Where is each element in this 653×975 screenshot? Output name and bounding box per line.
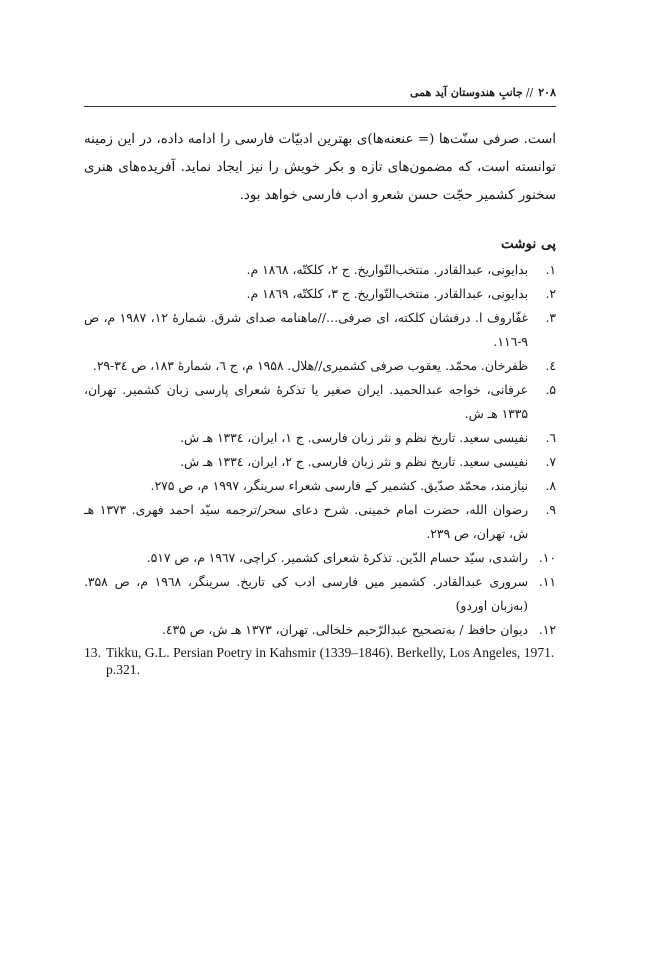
endnote-text: ظفرخان. محمّد. یعقوب صرفی کشمیری//هلال. ۱۹۵۸ م، ج ٦، شمارهٔ ۱۸۳، ص ۳٤-۲۹. bbox=[92, 359, 528, 373]
endnote-text: غفّاروف ا. درفشان کلکته، ای صرفی…//ماهنامه صدای شرق. شمارهٔ ۱۲، ۱۹۸۷ م، ص ۹-۱۱٦. bbox=[84, 311, 528, 349]
header-separator: // bbox=[525, 86, 534, 99]
endnote-item bbox=[84, 354, 556, 378]
endnote-item bbox=[84, 426, 556, 450]
endnote-text: بدایونی، عبدالقادر. منتخب‌التّواریخ. ج ۲، کلکتّه، ۱۸٦۸ م. bbox=[246, 263, 528, 277]
endnote-item bbox=[84, 546, 556, 570]
endnote-text: Tikku, G.L. Persian Poetry in Kahsmir (1339–1846). Berkelly, Los Angeles, 1971. p.321. bbox=[106, 645, 555, 677]
endnote-number: 13. bbox=[84, 645, 101, 660]
endnote-number: ۸. bbox=[545, 479, 556, 493]
endnote-number: ۱۱. bbox=[538, 575, 556, 589]
notes-heading: پی نوشت bbox=[500, 236, 556, 252]
endnote-text: رضوان الله، حضرت امام خمینی. شرح دعای سحر/ترجمه سیّد احمد فهری. ۱۳۷۳ هـ ش، تهران، ص ۲۳۹. bbox=[84, 503, 529, 541]
endnote-item bbox=[84, 498, 556, 546]
endnote-number: ٤. bbox=[545, 359, 556, 373]
endnote-text: نفیسی سعید. تاریخ نظم و نثر زبان فارسی. ج ۲، ایران، ۱۳۳٤ هـ ش. bbox=[180, 455, 528, 469]
endnote-number: ۵. bbox=[545, 383, 556, 397]
endnote-item-latin bbox=[84, 644, 556, 678]
running-header bbox=[84, 86, 556, 102]
endnote-number: ۱۲. bbox=[538, 623, 556, 637]
endnote-text: نیازمند، محمّد صدّیق. کشمیر کے فارسی شعراء سرینگر، ۱۹۹۷ م، ص ۲۷۵. bbox=[150, 479, 528, 493]
endnote-item bbox=[84, 618, 556, 642]
endnote-text: عرفانی، خواجه عبدالحمید. ایران صغیر یا تذکرهٔ شعرای پارسی زبان کشمیر. تهران، ۱۳۳۵ هـ ش. bbox=[84, 383, 528, 421]
endnote-number: ۷. bbox=[545, 455, 556, 469]
endnote-item bbox=[84, 282, 556, 306]
endnote-item bbox=[84, 258, 556, 282]
header-rule bbox=[84, 106, 556, 107]
endnote-item bbox=[84, 474, 556, 498]
endnote-number: ۲. bbox=[545, 287, 556, 301]
endnote-number: ۹. bbox=[545, 503, 556, 517]
endnote-text: راشدی، سیّد حسام الدّین. تذکرهٔ شعرای کشمیر. کراچی، ۱۹٦۷ م، ص ۵۱۷. bbox=[146, 551, 528, 565]
body-paragraph: است. صرفی سنّت‌ها (= عنعنه‌ها)ی بهترین ادبیّات فارسی را ادامه داده، در این زمینه توانسته است، که مضمون‌های تازه و بکر خویش را نیز ایجاد نماید. آفریده‌های هنری سخنور کشمیر حجّت حسن شعرو ادب فارسی خواهد بود. bbox=[84, 132, 556, 203]
endnote-text: بدایونی، عبدالقادر. منتخب‌التّواریخ. ج ۳، کلکتّه، ۱۸٦۹ م. bbox=[246, 287, 528, 301]
endnote-number: ۱. bbox=[545, 263, 556, 277]
endnote-item bbox=[84, 378, 556, 426]
endnote-text: نفیسی سعید. تاریخ نظم و نثر زبان فارسی. ج ۱، ایران، ۱۳۳٤ هـ ش. bbox=[180, 431, 528, 445]
endnote-item bbox=[84, 570, 556, 618]
page-number: ۲۰۸ bbox=[538, 86, 556, 99]
endnote-text: سروری عبدالقادر. کشمیر میں فارسی ادب کی تاریخ. سرینگر، ۱۹٦۸ م، ص ۳۵۸. (به‌زبان اوردو) bbox=[84, 575, 528, 613]
endnote-number: ٦. bbox=[545, 431, 556, 445]
endnotes-list bbox=[84, 258, 556, 678]
endnote-text: دیوان حافظ / به‌تصحیح عبدالرّحیم خلخالی. تهران، ۱۳۷۳ هـ ش، ص ٤۳۵. bbox=[161, 623, 528, 637]
endnote-number: ۳. bbox=[545, 311, 556, 325]
running-title: جانبِ هندوستان آید همی bbox=[409, 86, 523, 99]
endnote-number: ۱۰. bbox=[538, 551, 556, 565]
endnote-item bbox=[84, 306, 556, 354]
endnote-item bbox=[84, 450, 556, 474]
